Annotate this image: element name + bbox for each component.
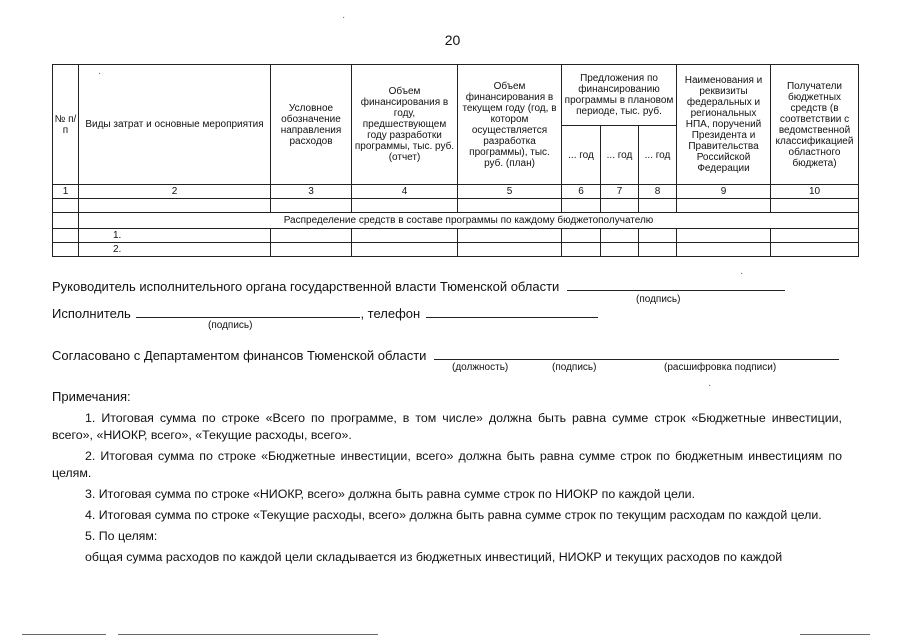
- header-year-2: ... год: [601, 126, 639, 185]
- signature-caption: (подпись): [552, 362, 597, 373]
- head-signature-line: [52, 278, 785, 294]
- header-code: Условное обозначение направления расходов: [271, 65, 352, 185]
- note-item: общая сумма расходов по каждой цели складывается из бюджетных инвестиций, НИОКР и текущих расходов по каждой: [85, 550, 783, 564]
- footer-rule: [118, 634, 378, 635]
- executor-line: [52, 305, 598, 321]
- note-item: 4. Итоговая сумма по строке «Текущие расходы, всего» должна быть равна сумме строк по текущим расходам по каждой цели.: [85, 508, 822, 522]
- agreed-label: Согласовано с Департаментом финансов Тюменской области: [52, 348, 427, 363]
- note-item: 5. По целям:: [85, 529, 158, 543]
- note-item: 1. Итоговая сумма по строке «Всего по программе, в том числе» должна быть равна сумме строк «Бюджетные инвестиции, всего», «НИОКР, всего», «Текущие расходы, всего».: [52, 411, 842, 442]
- header-year-1: ... год: [562, 126, 601, 185]
- position-caption: (должность): [452, 362, 509, 373]
- notes-title: Примечания:: [52, 389, 131, 404]
- header-recipients: Получатели бюджетных средств (в соответствии с ведомственной классификацией областного бюджета): [771, 65, 859, 185]
- table-row: [53, 229, 859, 243]
- scan-speck: ·: [342, 12, 346, 23]
- table-row: [53, 199, 859, 213]
- footer-rule: [800, 634, 870, 635]
- header-proposals: Предложения по финансированию программы в плановом периоде, тыс. руб.: [562, 65, 677, 126]
- scan-speck: ·: [740, 268, 744, 279]
- item-number: 2.: [79, 243, 271, 257]
- col-number: 7: [601, 185, 639, 199]
- col-number: 4: [352, 185, 458, 199]
- col-number: 5: [458, 185, 562, 199]
- agreed-line: [52, 347, 839, 363]
- header-prev-year: Объем финансирования в году, предшествующем году разработки программы, тыс. руб. (отчет): [352, 65, 458, 185]
- header-number: № п/п: [53, 65, 79, 185]
- header-year-3: ... год: [639, 126, 677, 185]
- item-number: 1.: [79, 229, 271, 243]
- phone-blank[interactable]: [426, 305, 598, 318]
- col-number: 10: [771, 185, 859, 199]
- distribution-row: Распределение средств в составе программы по каждому бюджетополучателю: [79, 213, 859, 229]
- page-number: 20: [444, 32, 461, 48]
- head-signature-blank[interactable]: [567, 278, 785, 291]
- phone-label: , телефон: [360, 306, 421, 321]
- budget-table: [52, 64, 859, 257]
- col-number: 2: [79, 185, 271, 199]
- scan-speck: ·: [708, 380, 712, 391]
- col-number: 8: [639, 185, 677, 199]
- col-number: 1: [53, 185, 79, 199]
- head-signature-caption: (подпись): [636, 294, 681, 305]
- header-current-year: Объем финансирования в текущем году (год, в котором осуществляется разработка программы), тыс. руб. (план): [458, 65, 562, 185]
- col-number: 6: [562, 185, 601, 199]
- agreed-signature-blank[interactable]: [434, 347, 839, 360]
- header-expense-types: Виды затрат и основные мероприятия: [79, 65, 271, 185]
- table-row: [53, 243, 859, 257]
- col-number: 3: [271, 185, 352, 199]
- note-item: 3. Итоговая сумма по строке «НИОКР, всего» должна быть равна сумме строк по НИОКР по каждой цели.: [85, 487, 696, 501]
- notes-list: [52, 410, 842, 566]
- executor-signature-blank[interactable]: [136, 305, 360, 318]
- decoding-caption: (расшифровка подписи): [664, 362, 777, 373]
- head-label: Руководитель исполнительного органа государственной власти Тюменской области: [52, 279, 560, 294]
- note-item: 2. Итоговая сумма по строке «Бюджетные инвестиции, всего» должна быть равна сумме строк по бюджетным инвестициям по целям.: [52, 449, 842, 480]
- footer-rule: [22, 634, 106, 635]
- header-legal-acts: Наименования и реквизиты федеральных и региональных НПА, поручений Президента и Правительства Российской Федерации: [677, 65, 771, 185]
- executor-signature-caption: (подпись): [208, 320, 253, 331]
- col-number: 9: [677, 185, 771, 199]
- executor-label: Исполнитель: [52, 306, 131, 321]
- scan-speck: ·: [98, 68, 102, 79]
